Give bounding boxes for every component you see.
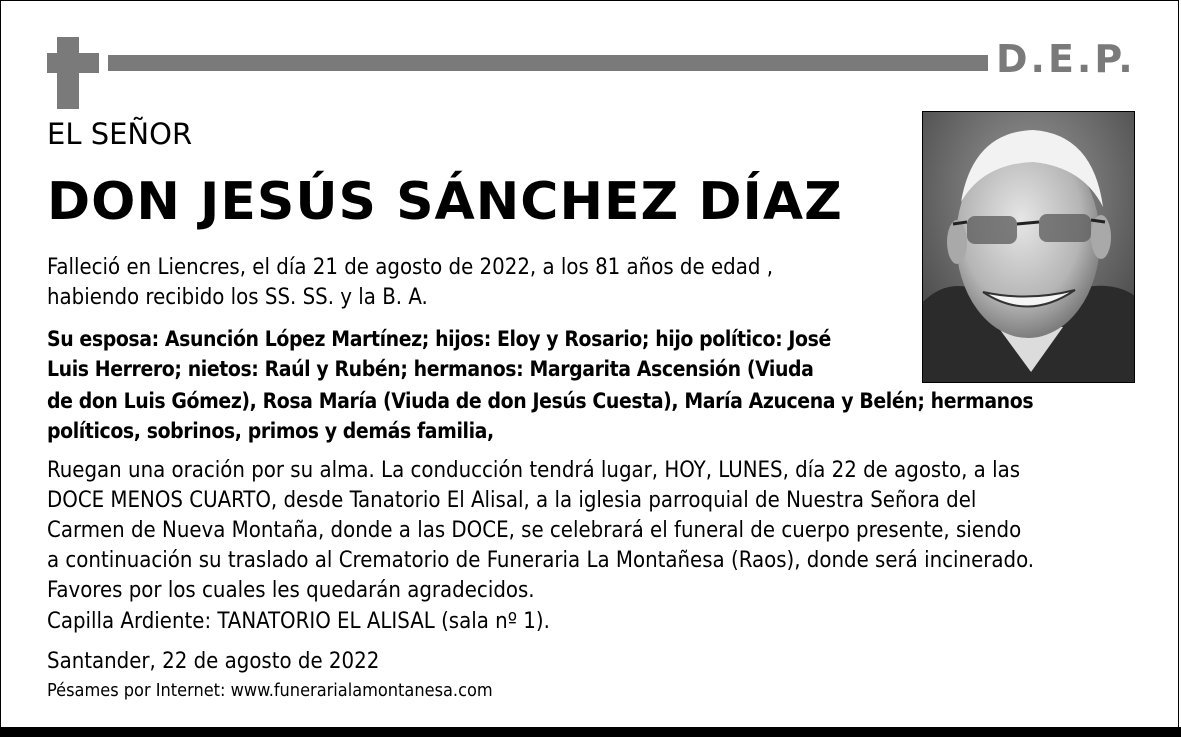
cross-icon-horizontal — [47, 53, 99, 73]
deceased-name: DON JESÚS SÁNCHEZ DÍAZ — [47, 172, 843, 232]
portrait-image — [923, 112, 1135, 383]
ceremony-line: a continuación su traslado al Crematorio de Funeraria La Montañesa (Raos), donde será incinerado. — [47, 548, 1035, 573]
ceremony-line: Ruegan una oración por su alma. La conducción tendrá lugar, HOY, LUNES, día 22 de agosto, a las — [47, 458, 1021, 483]
death-notice-line: Falleció en Liencres, el día 21 de agosto de 2022, a los 81 años de edad , — [47, 255, 773, 280]
family-line: políticos, sobrinos, primos y demás familia, — [47, 419, 494, 443]
ceremony-line: Capilla Ardiente: TANATORIO EL ALISAL (sala nº 1). — [47, 609, 550, 634]
bottom-border — [0, 727, 1181, 737]
place-date: Santander, 22 de agosto de 2022 — [47, 649, 380, 674]
dep-label: D.E.P. — [996, 37, 1136, 81]
family-line: de don Luis Gómez), Rosa María (Viuda de don Jesús Cuesta), María Azucena y Belén; hermanos — [47, 389, 1034, 413]
family-line: Luis Herrero; nietos: Raúl y Rubén; hermanos: Margarita Ascensión (Viuda — [47, 357, 814, 381]
death-notice-line: habiendo recibido los SS. SS. y la B. A. — [47, 285, 428, 310]
portrait-photo — [922, 111, 1135, 383]
honorific-prefix: EL SEÑOR — [47, 117, 193, 151]
condolences-website: Pésames por Internet: www.funerarialamontanesa.com — [47, 680, 493, 701]
cross-icon-vertical — [57, 37, 79, 109]
family-line: Su esposa: Asunción López Martínez; hijos: Eloy y Rosario; hijo político: José — [47, 327, 831, 351]
ceremony-line: Carmen de Nueva Montaña, donde a las DOCE, se celebrará el funeral de cuerpo presente, siendo — [47, 518, 1022, 543]
header-rule — [108, 55, 988, 71]
ceremony-line: Favores por los cuales les quedarán agradecidos. — [47, 578, 535, 603]
ceremony-line: DOCE MENOS CUARTO, desde Tanatorio El Alisal, a la iglesia parroquial de Nuestra Señora del — [47, 488, 977, 513]
